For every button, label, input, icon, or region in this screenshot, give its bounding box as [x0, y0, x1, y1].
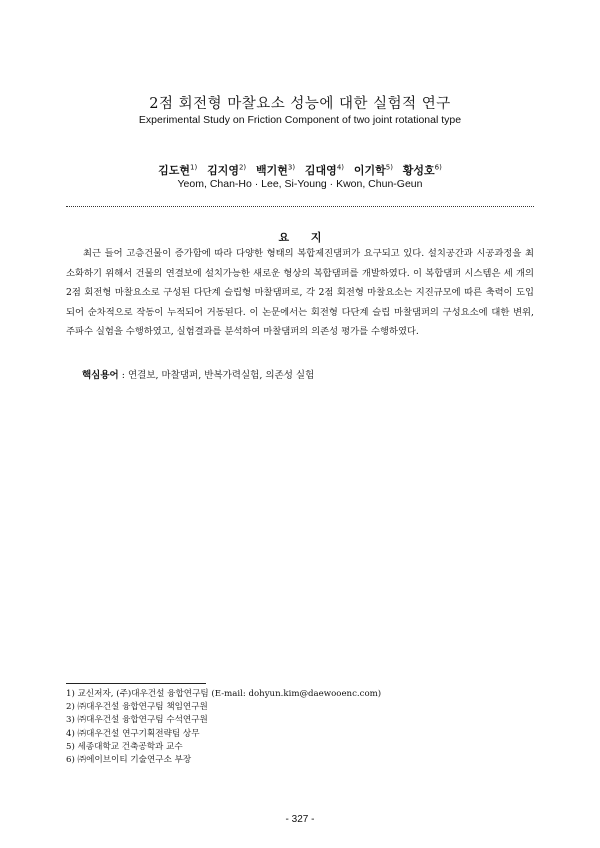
author-4: 김대영$^{4)}$: [304, 163, 344, 177]
authors-korean: [0, 162, 600, 178]
footnote-rule: [66, 683, 206, 684]
footnote-3: 3) ㈜대우건설 융합연구팀 수석연구원: [66, 715, 208, 726]
footnote-2: 2) ㈜대우건설 융합연구팀 책임연구원: [66, 702, 208, 713]
footnote-6: 6) ㈜에이브이티 기술연구소 부장: [66, 755, 192, 766]
page-number: - 327 -: [285, 814, 315, 825]
keywords: [82, 367, 534, 381]
abstract-heading: 요 지: [278, 231, 322, 244]
abstract-body: 최근 들어 고층건물이 증가함에 따라 다양한 형태의 복합제진댐퍼가 요구되고 있다. 설치공간과 시공과정을 최소화하기 위해서 건물의 연결보에 설치가능한 새로운 형상의 복합댐퍼를 개발하였다. 이 복합댐퍼 시스템은 세 개의 2점 회전형 마찰요소로 구성된 다단계 슬립형 마찰댐퍼로, 각 2점 회전형 마찰요소는 지진규모에 따른 축력이 도입되어 순차적으로 작동이 누적되어 거동된다. 이 논문에서는 회전형 다단계 슬립 마찰댐퍼의 구성요소에 대한 변위, 주파수 실험을 수행하였고, 실험결과를 분석하여 마찰댐퍼의 의존성 평가를 수행하였다.: [66, 248, 534, 338]
author-2: 김지영$^{2)}$: [207, 163, 247, 177]
keywords-label: 핵심용어: [82, 370, 119, 381]
title-english: Experimental Study on Friction Component of two joint rotational type: [138, 114, 462, 126]
footnotes: [66, 688, 534, 767]
author-5: 이기학$^{5)}$: [353, 163, 393, 177]
footnote-5: 5) 세종대학교 건축공학과 교수: [66, 741, 183, 752]
authors-english: Yeom, Chan-Ho · Lee, Si-Young · Kwon, Chun-Geun: [177, 178, 423, 190]
author-6: 황성호$^{6)}$: [402, 163, 442, 177]
footnote-1: 1) 교신저자, (주)대우건설 융합연구팀 (E-mail: dohyun.kim@daewooenc.com): [66, 689, 382, 699]
dotted-divider: [66, 206, 534, 207]
author-3: 백기현$^{3)}$: [256, 163, 296, 177]
title-korean: 2점 회전형 마찰요소 성능에 대한 실험적 연구: [149, 96, 451, 112]
author-1: 김도현$^{1)}$: [158, 163, 198, 177]
keywords-text: : 연결보, 마찰댐퍼, 반복가력실험, 의존성 실험: [118, 370, 315, 381]
footnote-4: 4) ㈜대우건설 연구기획전략팀 상무: [66, 728, 200, 739]
